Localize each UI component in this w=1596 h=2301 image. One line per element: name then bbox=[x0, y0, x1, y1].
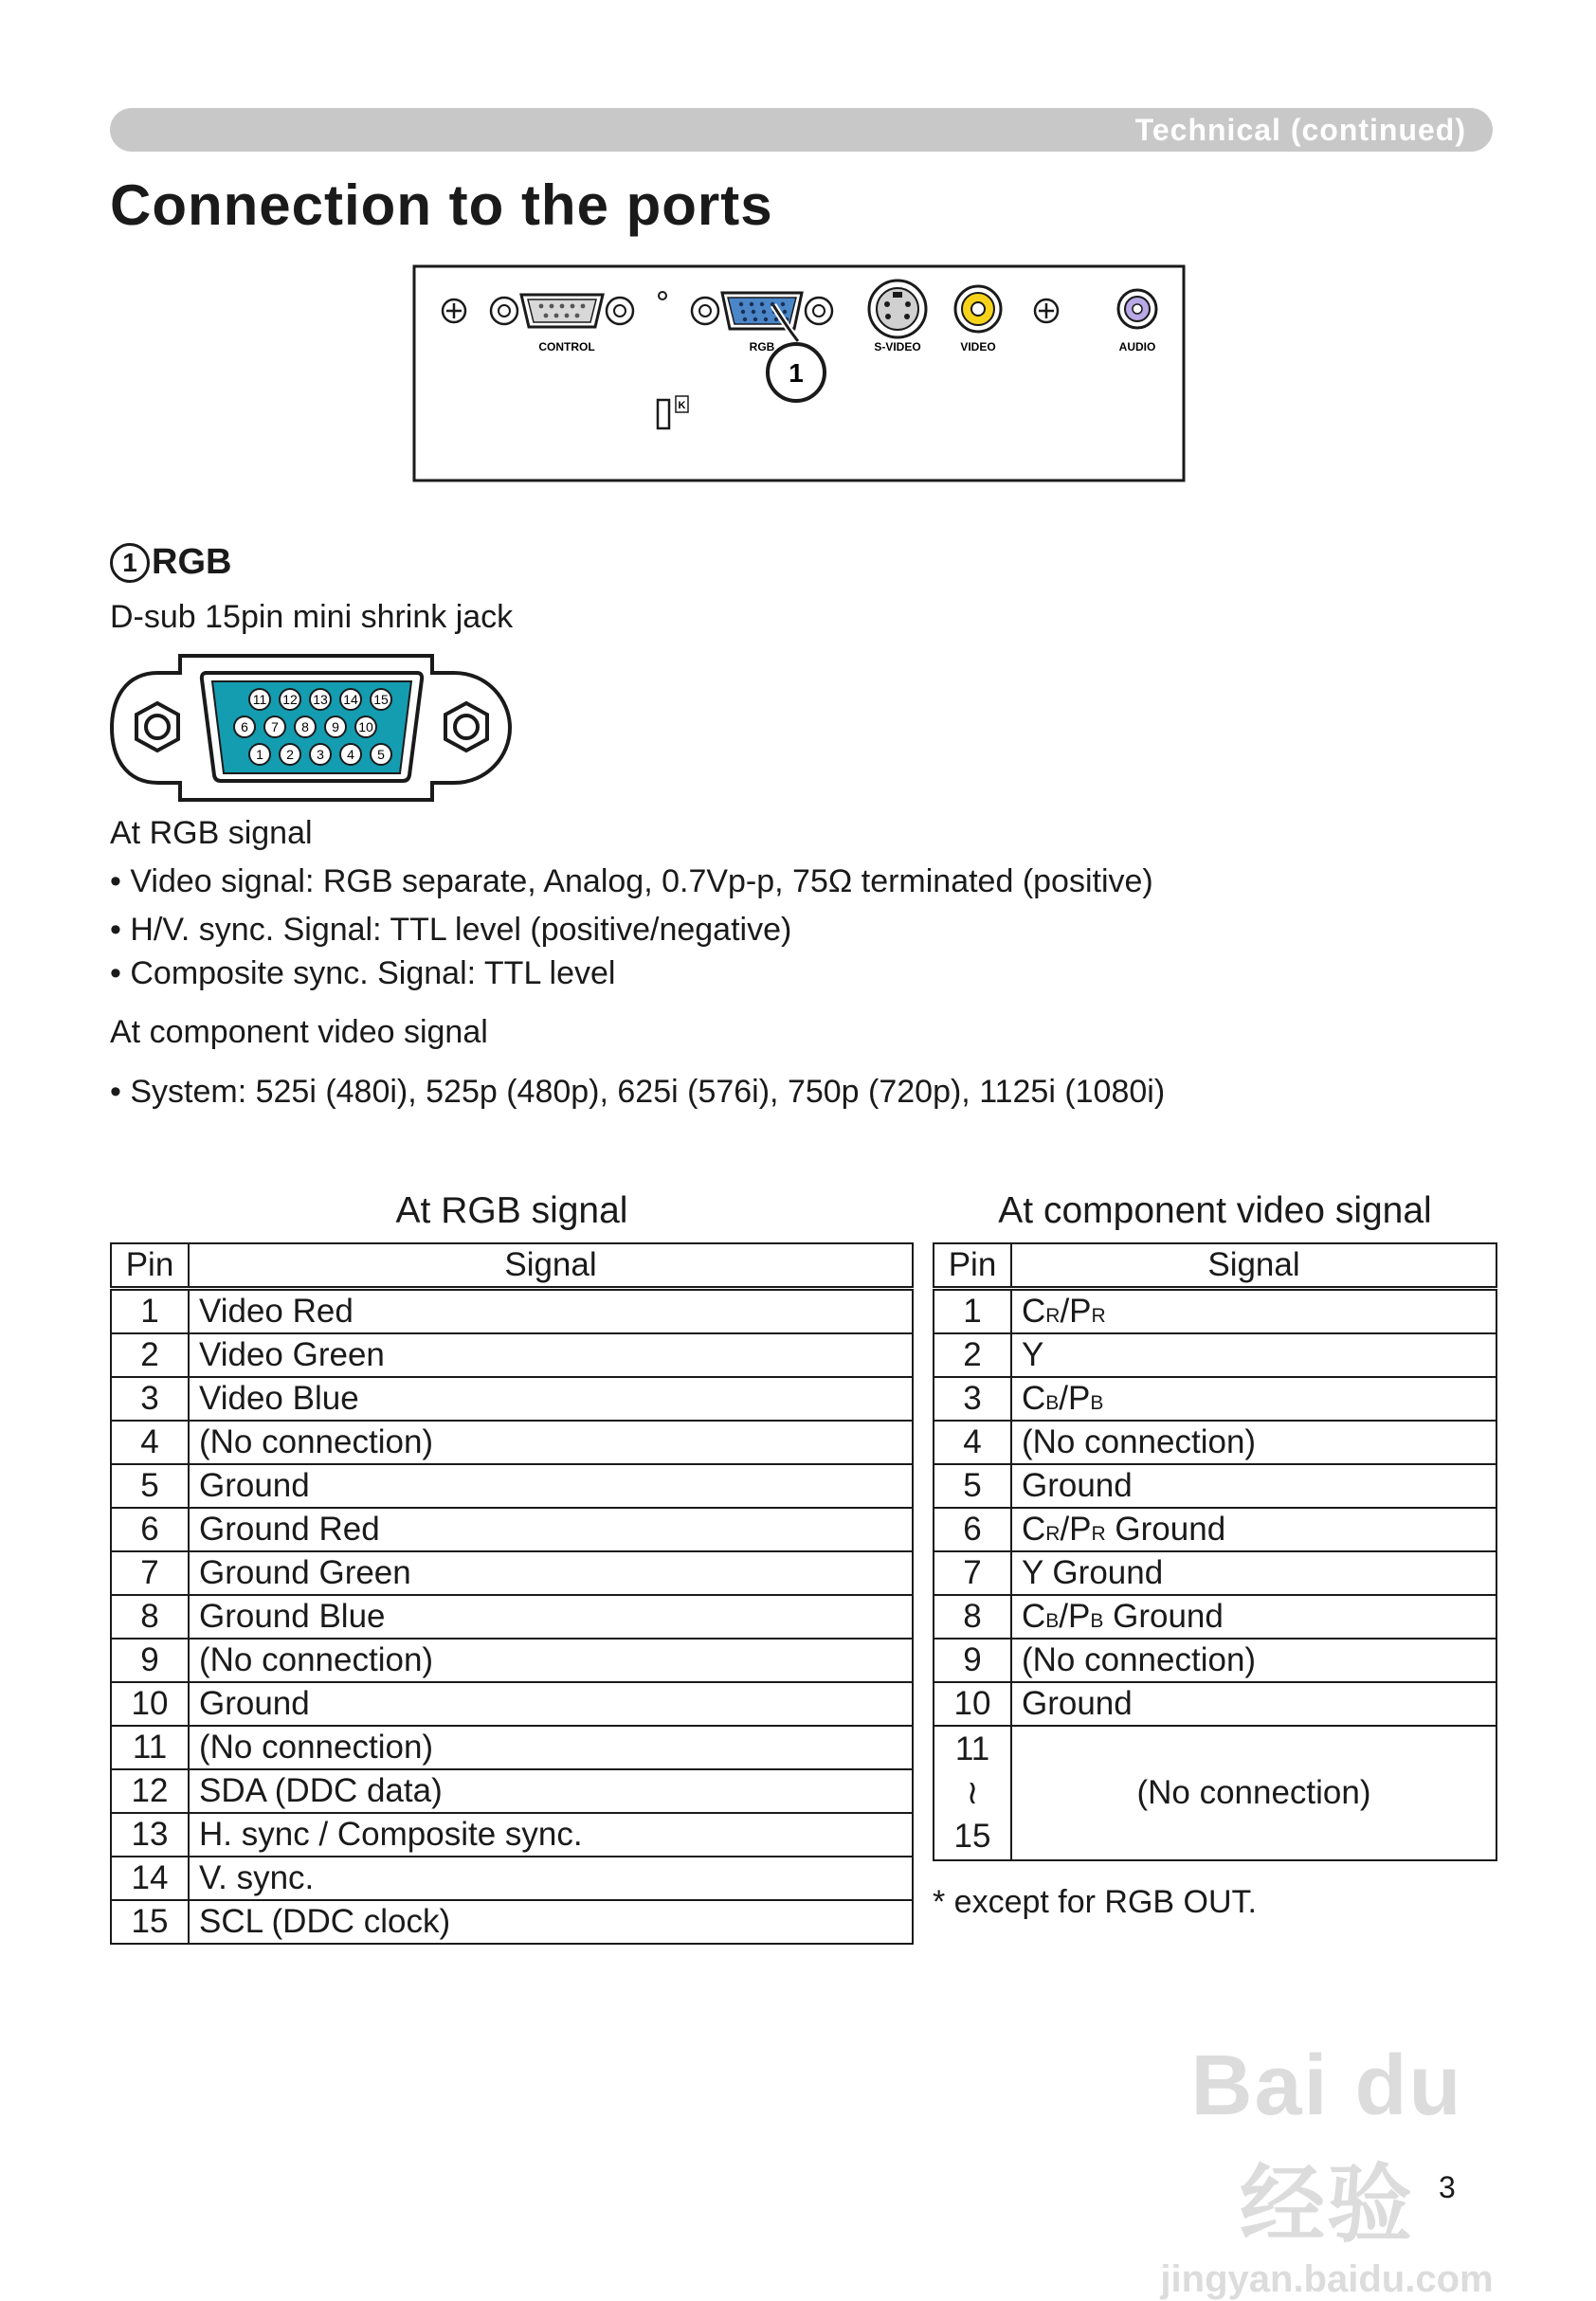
pin-number: 4 bbox=[347, 747, 354, 762]
table-row bbox=[934, 1639, 1496, 1682]
signal-header: Signal bbox=[189, 1243, 913, 1289]
pin-number: 15 bbox=[373, 692, 389, 707]
pin-cell: 1 bbox=[111, 1289, 189, 1334]
pin-number: 14 bbox=[343, 692, 358, 707]
control-port bbox=[491, 295, 633, 327]
signal-cell: H. sync / Composite sync. bbox=[189, 1813, 913, 1857]
pin-cell: 15 bbox=[111, 1900, 189, 1944]
rgb-section-heading bbox=[110, 542, 231, 583]
rgb-label: RGB bbox=[749, 340, 775, 353]
pin-cell: 9 bbox=[111, 1639, 189, 1682]
signal-cell: Y bbox=[1011, 1333, 1496, 1377]
pin-header: Pin bbox=[934, 1243, 1011, 1289]
signal-cell: Ground bbox=[189, 1682, 913, 1726]
table-row bbox=[934, 1421, 1496, 1464]
pin-cell: 3 bbox=[111, 1377, 189, 1421]
pin-cell: 2 bbox=[934, 1333, 1011, 1377]
pin-cell: 12 bbox=[111, 1769, 189, 1813]
callout-number: 1 bbox=[789, 358, 804, 388]
pin-cell: 4 bbox=[111, 1421, 189, 1464]
jack-screw-left bbox=[136, 703, 178, 751]
table-row-range bbox=[934, 1726, 1496, 1860]
pin-number: 1 bbox=[256, 747, 263, 762]
component-bullet: • System: 525i (480i), 525p (480p), 625i (576i), 750p (720p), 1125i (1080i) bbox=[110, 1074, 1166, 1110]
table-row bbox=[111, 1551, 913, 1595]
jack-screw-right bbox=[445, 703, 487, 751]
table-row bbox=[111, 1900, 913, 1944]
pin-cell: 14 bbox=[111, 1857, 189, 1900]
table-row bbox=[111, 1682, 913, 1726]
table-row bbox=[111, 1508, 913, 1551]
signal-cell: (No connection) bbox=[189, 1639, 913, 1682]
pin-number: 7 bbox=[271, 719, 279, 734]
signal-cell: (No connection) bbox=[1011, 1639, 1496, 1682]
pin-cell: 3 bbox=[934, 1377, 1011, 1421]
screw-icon bbox=[1035, 299, 1058, 322]
rgb-bullet: • H/V. sync. Signal: TTL level (positive/negative) bbox=[110, 912, 792, 948]
rgb-signal-heading: At RGB signal bbox=[110, 815, 313, 851]
signal-cell: CB/PB bbox=[1011, 1377, 1496, 1421]
rgb-bullet: • Video signal: RGB separate, Analog, 0.7Vp-p, 75Ω terminated (positive) bbox=[110, 863, 1153, 899]
table-row bbox=[111, 1421, 913, 1464]
pin-cell: 4 bbox=[934, 1421, 1011, 1464]
pin-number: 3 bbox=[317, 747, 324, 762]
signal-cell: Video Red bbox=[189, 1289, 913, 1334]
signal-cell: Ground bbox=[189, 1464, 913, 1508]
kensington-glyph: K bbox=[678, 400, 686, 411]
pin-cell: 7 bbox=[934, 1551, 1011, 1595]
table-row bbox=[934, 1595, 1496, 1639]
signal-cell: Ground Green bbox=[189, 1551, 913, 1595]
table-row bbox=[111, 1813, 913, 1857]
table-row bbox=[111, 1289, 913, 1334]
rgb-table-title: At RGB signal bbox=[395, 1190, 628, 1231]
table-row bbox=[111, 1769, 913, 1813]
table-footnote: * except for RGB OUT. bbox=[933, 1884, 1257, 1920]
pin-cell: 8 bbox=[934, 1595, 1011, 1639]
video-port bbox=[955, 286, 1001, 332]
table-row bbox=[934, 1289, 1496, 1334]
pin-cell: 6 bbox=[934, 1508, 1011, 1551]
pin-cell: 13 bbox=[111, 1813, 189, 1857]
signal-cell: (No connection) bbox=[1011, 1421, 1496, 1464]
audio-port bbox=[1118, 290, 1156, 328]
table-row bbox=[111, 1857, 913, 1900]
page-title: Connection to the ports bbox=[110, 173, 773, 237]
page-number: 3 bbox=[1439, 2170, 1456, 2204]
signal-cell: (No connection) bbox=[1011, 1726, 1496, 1860]
signal-cell: Video Blue bbox=[189, 1377, 913, 1421]
pin-cell: 8 bbox=[111, 1595, 189, 1639]
pin-cell: 10 bbox=[934, 1682, 1011, 1726]
signal-cell: Y Ground bbox=[1011, 1551, 1496, 1595]
watermark bbox=[1137, 2038, 1516, 2300]
table-header-row bbox=[934, 1243, 1496, 1289]
rgb-bullet: • Composite sync. Signal: TTL level bbox=[110, 955, 616, 991]
svideo-port bbox=[869, 281, 926, 337]
pin-range-sep: ≀ bbox=[966, 1774, 979, 1811]
pin-cell: 9 bbox=[934, 1639, 1011, 1682]
svideo-label: S-VIDEO bbox=[874, 340, 921, 353]
table-row bbox=[934, 1508, 1496, 1551]
watermark-url: jingyan.baidu.com bbox=[1160, 2258, 1494, 2300]
signal-cell: Video Green bbox=[189, 1333, 913, 1377]
pin-header: Pin bbox=[111, 1243, 189, 1289]
pin-range-cell bbox=[934, 1726, 1011, 1860]
signal-cell: Ground Blue bbox=[189, 1595, 913, 1639]
jack-description: D-sub 15pin mini shrink jack bbox=[110, 599, 514, 635]
pin-number: 12 bbox=[282, 692, 298, 707]
pin-number: 8 bbox=[301, 719, 309, 734]
section-label: Technical (continued) bbox=[1134, 113, 1466, 147]
table-row bbox=[111, 1726, 913, 1769]
table-row bbox=[111, 1377, 913, 1421]
audio-label: AUDIO bbox=[1118, 340, 1156, 353]
pin-number: 10 bbox=[358, 719, 373, 734]
table-row bbox=[111, 1639, 913, 1682]
header-bar bbox=[110, 108, 1493, 152]
component-table-title: At component video signal bbox=[998, 1190, 1432, 1231]
signal-cell: SCL (DDC clock) bbox=[189, 1900, 913, 1944]
pin-range-end: 15 bbox=[953, 1818, 991, 1855]
table-row bbox=[934, 1333, 1496, 1377]
indicator-hole bbox=[659, 292, 666, 299]
signal-cell: (No connection) bbox=[189, 1726, 913, 1769]
section-title: RGB bbox=[152, 542, 232, 582]
pin-cell: 1 bbox=[934, 1289, 1011, 1334]
signal-cell: Ground bbox=[1011, 1682, 1496, 1726]
signal-cell: CR/PR Ground bbox=[1011, 1508, 1496, 1551]
table-row bbox=[934, 1464, 1496, 1508]
pin-cell: 11 bbox=[111, 1726, 189, 1769]
pin-cell: 5 bbox=[934, 1464, 1011, 1508]
section-number: 1 bbox=[110, 543, 150, 583]
screw-icon bbox=[443, 299, 465, 322]
pin-range-start: 11 bbox=[954, 1730, 990, 1767]
signal-cell: (No connection) bbox=[189, 1421, 913, 1464]
table-row bbox=[111, 1595, 913, 1639]
signal-cell: Ground Red bbox=[189, 1508, 913, 1551]
pin-number: 6 bbox=[241, 719, 248, 734]
video-label: VIDEO bbox=[960, 340, 996, 353]
pin-number: 9 bbox=[332, 719, 339, 734]
pin-cell: 10 bbox=[111, 1682, 189, 1726]
pin-cell: 7 bbox=[111, 1551, 189, 1595]
signal-cell: SDA (DDC data) bbox=[189, 1769, 913, 1813]
table-row bbox=[934, 1551, 1496, 1595]
pin-number: 11 bbox=[252, 692, 267, 707]
security-slot-icon bbox=[658, 400, 669, 428]
table-row bbox=[934, 1377, 1496, 1421]
rgb-pin-table bbox=[110, 1242, 914, 1945]
signal-cell: Ground bbox=[1011, 1464, 1496, 1508]
table-row bbox=[934, 1682, 1496, 1726]
port-panel-diagram bbox=[411, 263, 1188, 485]
pin-number: 5 bbox=[377, 747, 385, 762]
component-signal-heading: At component video signal bbox=[110, 1014, 488, 1050]
table-header-row bbox=[111, 1243, 913, 1289]
pin-cell: 5 bbox=[111, 1464, 189, 1508]
signal-cell: CR/PR bbox=[1011, 1289, 1496, 1334]
pin-cell: 2 bbox=[111, 1333, 189, 1377]
component-pin-table bbox=[933, 1242, 1497, 1861]
dsub15-jack-diagram bbox=[108, 650, 516, 806]
pin-cell: 6 bbox=[111, 1508, 189, 1551]
signal-cell: CB/PB Ground bbox=[1011, 1595, 1496, 1639]
table-row bbox=[111, 1333, 913, 1377]
signal-header: Signal bbox=[1011, 1243, 1496, 1289]
pin-number: 13 bbox=[313, 692, 328, 707]
table-row bbox=[111, 1464, 913, 1508]
watermark-logo: Bai du 经验 bbox=[1190, 2038, 1463, 2253]
control-label: CONTROL bbox=[538, 340, 595, 353]
pin-number: 2 bbox=[286, 747, 294, 762]
signal-cell: V. sync. bbox=[189, 1857, 913, 1900]
